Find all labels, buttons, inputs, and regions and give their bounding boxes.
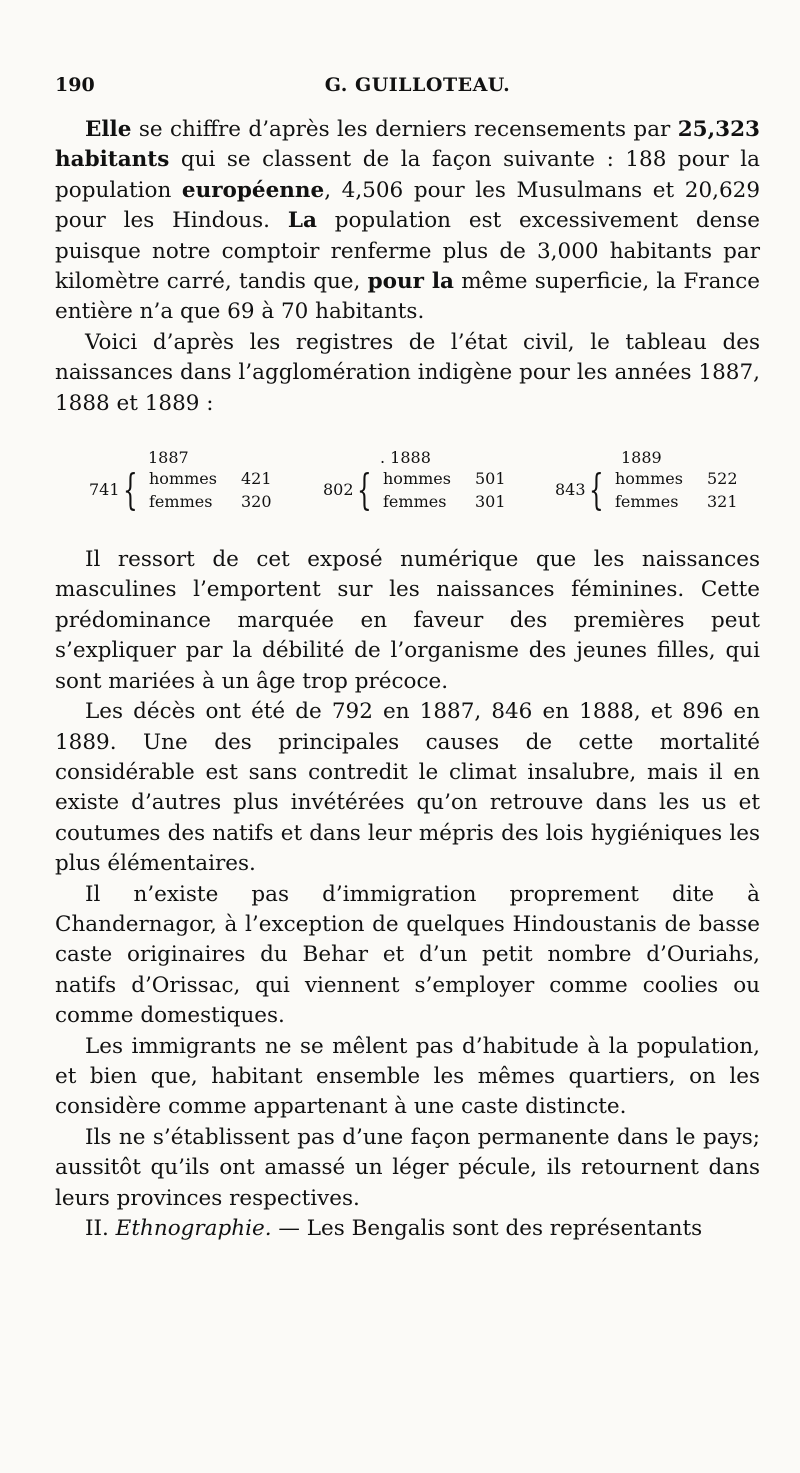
year-1888: . 1888 [380,448,431,468]
para-text: se chiffre d’après les derniers recensements par [131,117,678,142]
paragraph-population [55,115,760,328]
births-total: 843 [555,480,586,500]
women-row [615,491,738,513]
women-label: femmes [149,492,213,512]
year-1887: 1887 [148,448,189,468]
running-title: G. GUILLOTEAU. [324,74,511,96]
page-number: 190 [55,74,95,96]
paragraph-births-analysis: Il ressort de cet exposé numérique que les naissances masculines l’emportent sur les naissances féminines. Cette prédominance marquée en faveur des premières peut s’expliquer par la débilité de l’organisme des jeunes filles, qui sont mariées à un âge trop précoce. [55,547,760,694]
para-text: européenne [181,177,325,203]
population-total: 25,323 habitants [55,117,760,173]
women-count: 301 [475,492,506,512]
paragraph-immigrants: Les immigrants ne se mêlent pas d’habitude à la population, et bien que, habitant ensemble les mêmes quartiers, on les considère comme appartenant à une caste distincte. [55,1033,760,1120]
paragraph-deaths: Les décès ont été de 792 en 1887, 846 en 1888, et 896 en 1889. Une des principales causes de cette mortalité considérable est sans contredit le climat insalubre, mais il en existe d’autres plus invétérées qu’on retrouve dans les us et coutumes des natifs et dans leur mépris des lois hygiéniques les plus élémentaires. [55,699,760,877]
men-label: hommes [149,469,217,489]
para-text: qui se classent de la façon suivante : 188 pour la population [55,147,760,203]
section-numeral: II. [85,1216,109,1241]
men-row [383,468,506,490]
men-count: 522 [707,469,738,489]
women-label: femmes [615,492,679,512]
para-text: population est excessivement dense puisque notre comptoir renferme plus de 3,000 habitants par kilomètre carré, tandis que, [55,208,760,295]
section-text: — Les Bengalis sont des représentants [271,1216,703,1241]
running-head [55,74,760,104]
women-row [383,491,506,513]
men-count: 501 [475,469,506,489]
women-label: femmes [383,492,447,512]
births-total: 741 [89,480,120,500]
para-text: La [287,208,317,234]
year-1889: 1889 [621,448,662,468]
men-row [149,468,272,490]
body-text [55,115,760,1244]
men-label: hommes [383,469,451,489]
brace-symbol: { [123,465,138,515]
births-total: 802 [323,480,354,500]
paragraph-settlement: Ils ne s’établissent pas d’une façon permanente dans le pays; aussitôt qu’ils ont amassé un léger pécule, ils retournent dans leurs provinces respectives. [55,1124,760,1211]
brace-symbol: { [357,465,372,515]
section-ethnographie [55,1214,760,1244]
men-label: hommes [615,469,683,489]
men-count: 421 [241,469,272,489]
section-title: Ethnographie. [115,1216,272,1241]
births-table [55,419,760,545]
women-row [149,491,272,513]
para-text: pour la [367,269,454,295]
para-text: même superficie, la France entière n’a que 69 à 70 habitants. [55,269,760,325]
para-text: , 4,506 pour les Musulmans et 20,629 pour les Hindous. [55,177,760,234]
women-count: 321 [707,492,738,512]
paragraph-immigration: Il n’existe pas d’immigration proprement dite à Chandernagor, à l’exception de quelques Hindoustanis de basse caste originaires du Behar et d’un petit nombre d’Ouriahs, natifs d’Orissac, qui viennent s’employer comme coolies ou comme domestiques. [55,881,760,1029]
para-lead-word: Elle [85,117,132,142]
women-count: 320 [241,492,272,512]
brace-symbol: { [589,465,604,515]
men-row [615,468,738,490]
paragraph-births-intro: Voici d’après les registres de l’état civil, le tableau des naissances dans l’agglomération indigène pour les années 1887, 1888 et 1889 : [55,329,760,416]
